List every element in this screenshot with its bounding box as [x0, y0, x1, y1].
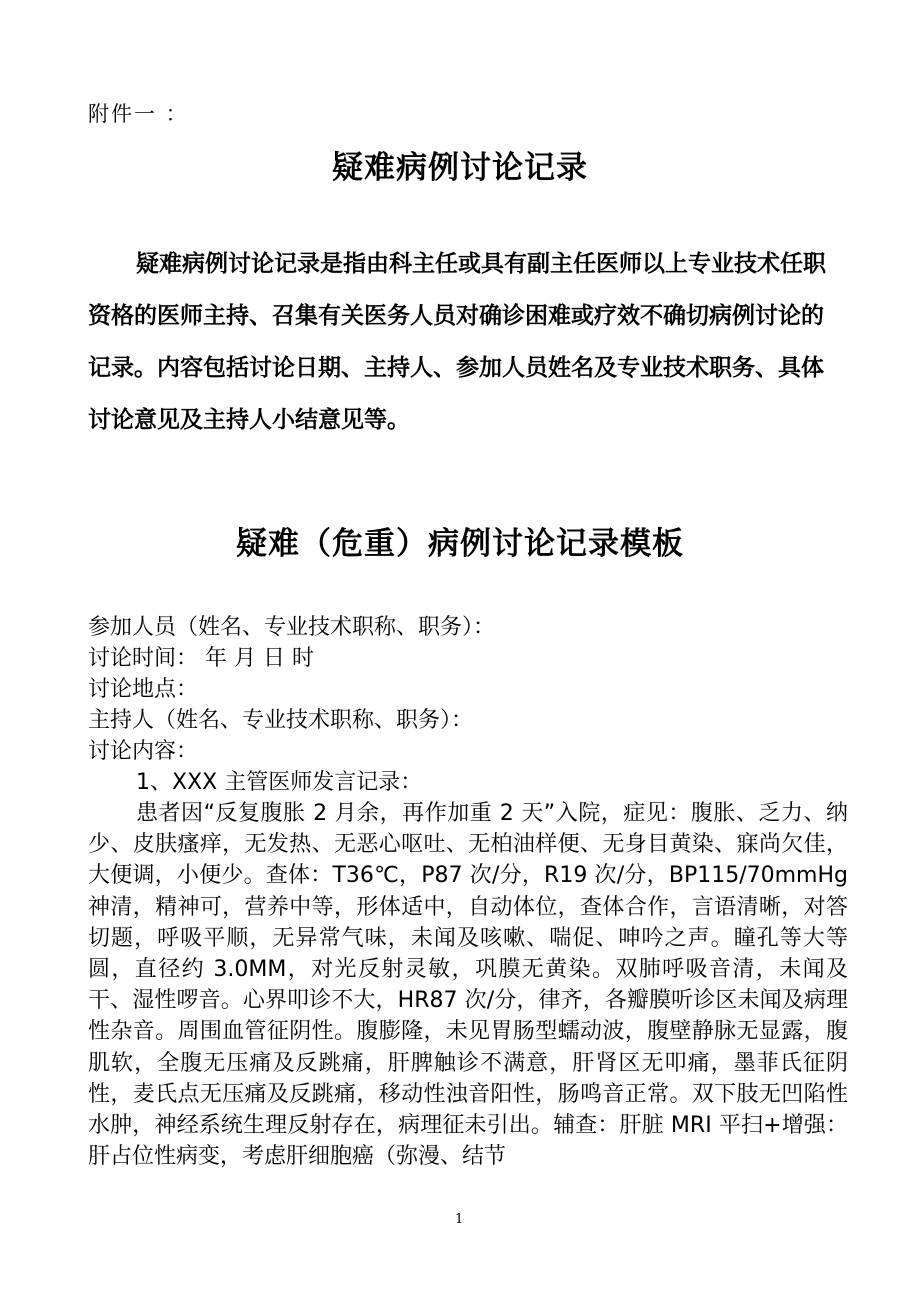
time-field: 讨论时间： 年 月 日 时 [88, 646, 314, 671]
page-number: 1 [455, 1212, 464, 1227]
case-record-paragraph: 患者因“反复腹胀 2 月余，再作加重 2 天”入院，症见：腹胀、乏力、纳少、皮肤瘙痒，无发热、无恶心呕吐、无柏油样便、无身目黄染、寐尚欠佳，大便调，小便少。查体：T36℃，P87 次/分，R19 次/分，BP115/70mmHg 神清，精神可，营养中等，形体适中，自动体位，查体合作，言语清晰，对答切题，呼吸平顺，无异常气味，未闻及咳嗽、喘促、呻吟之声。瞳孔等大等圆，直径约 3.0MM，对光反射灵敏，巩膜无黄染。双肺呼吸音清，未闻及干、湿性啰音。心界叩诊不大，HR87 次/分，律齐，各瓣膜听诊区未闻及病理性杂音。周围血管征阴性。腹膨隆，未见胃肠型蠕动波，腹壁静脉无显露，腹肌软，全腹无压痛及反跳痛，肝脾触诊不满意，肝肾区无叩痛，墨菲氏征阴性，麦氏点无压痛及反跳痛，移动性浊音阳性，肠鸣音正常。双下肢无凹陷性水肿，神经系统生理反射存在，病理征未引出。辅查：肝脏 MRI 平扫+增强：肝占位性病变，考虑肝细胞癌（弥漫、结节 [88, 801, 848, 1170]
location-field: 讨论地点： [88, 677, 199, 702]
template-title: 疑难（危重）病例讨论记录模板 [236, 526, 684, 562]
document-title: 疑难病例讨论记录 [332, 150, 588, 186]
host-field: 主持人（姓名、专业技术职称、职务）： [88, 708, 474, 733]
form-fields [88, 612, 848, 798]
content-field: 讨论内容： [88, 739, 199, 764]
attachment-label: 附件一 ： [88, 102, 189, 126]
participants-field: 参加人员（姓名、专业技术职称、职务）： [88, 615, 496, 640]
intro-paragraph: 疑难病例讨论记录是指由科主任或具有副主任医师以上专业技术任职资格的医师主持、召集有关医务人员对确诊困难或疗效不确切病例讨论的记录。内容包括讨论日期、主持人、参加人员姓名及专业技术职务、具体讨论意见及主持人小结意见等。 [88, 250, 826, 433]
item-1-heading: 1、XXX 主管医师发言记录： [136, 770, 423, 795]
